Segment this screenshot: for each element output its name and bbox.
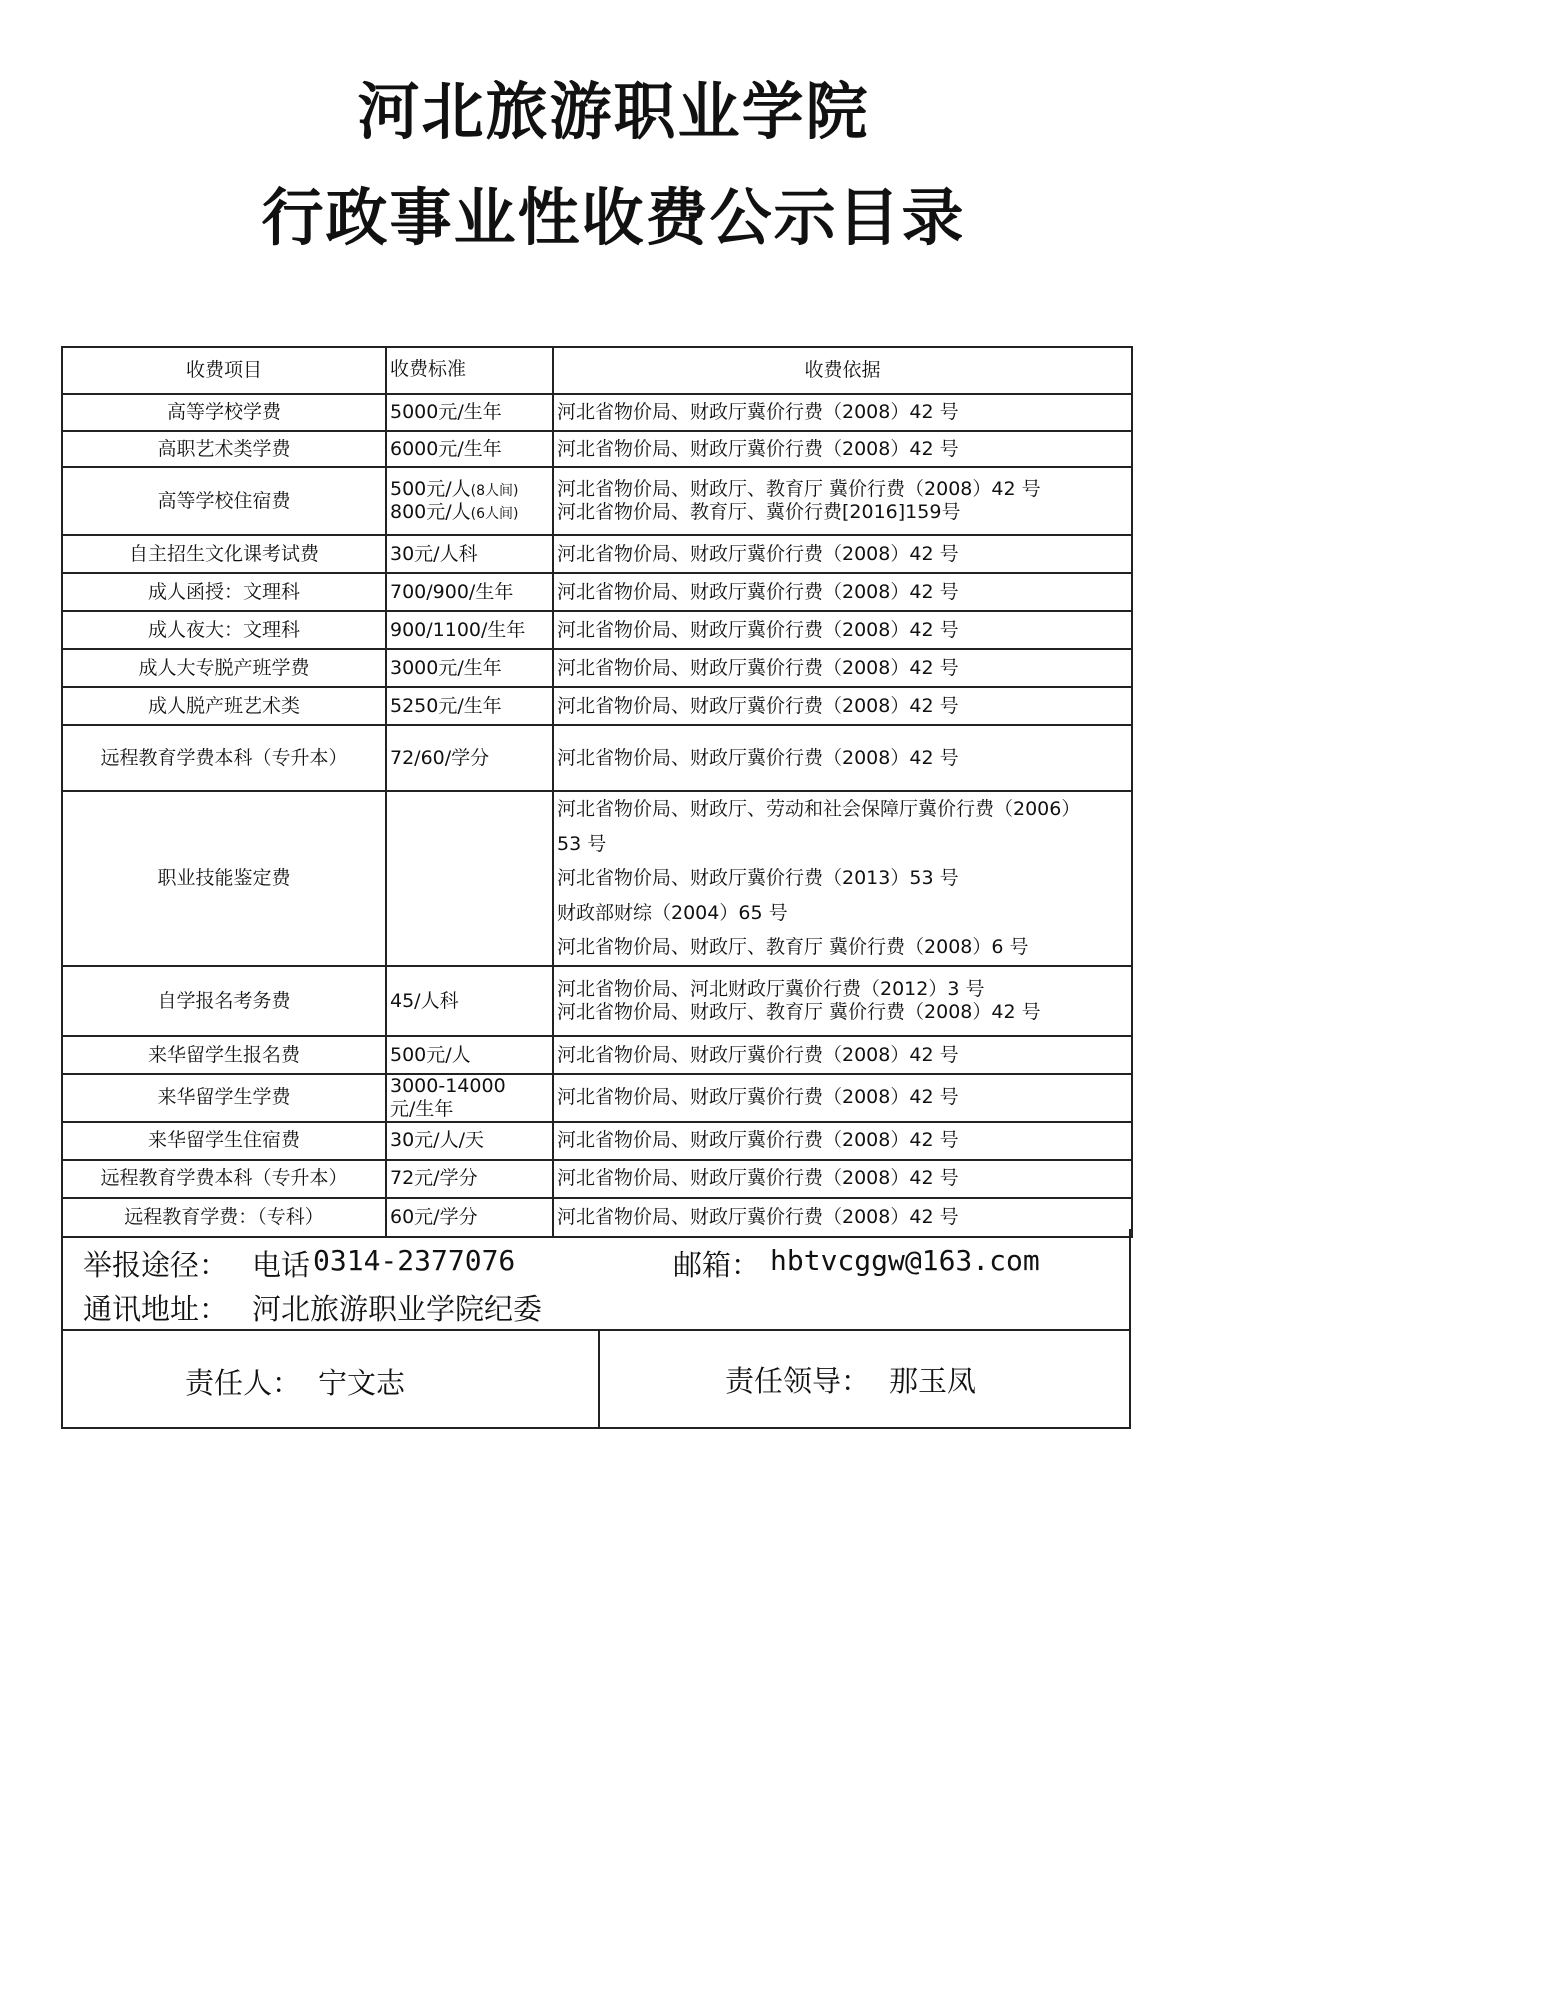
fee-basis <box>553 1122 1132 1160</box>
fee-row <box>62 1160 1132 1198</box>
phone-number: 0314-2377076 <box>313 1244 516 1277</box>
header-standard: 收费标准 <box>386 347 553 394</box>
fee-item: 来华留学生学费 <box>62 1074 386 1122</box>
fee-basis-line: 河北省物价局、财政厅冀价行费（2008）42 号 <box>557 542 959 565</box>
fee-basis <box>553 1160 1132 1198</box>
fee-standard-value: 30元/人/天 <box>390 1129 484 1152</box>
fee-standard-line <box>390 1044 549 1067</box>
fee-standard <box>386 649 553 687</box>
fee-basis-line: 河北省物价局、财政厅冀价行费（2008）42 号 <box>557 618 959 641</box>
fee-item: 远程教育学费本科（专升本） <box>62 725 386 791</box>
fee-standard <box>386 431 553 467</box>
fee-table-body <box>62 394 1132 1237</box>
fee-basis <box>553 431 1132 467</box>
fee-standard-line <box>390 619 549 642</box>
fee-standard <box>386 467 553 535</box>
fee-row <box>62 431 1132 467</box>
fee-row <box>62 467 1132 535</box>
fee-basis-line: 河北省物价局、财政厅冀价行费（2008）42 号 <box>557 656 959 679</box>
fee-basis <box>553 791 1132 966</box>
fee-basis-line: 河北省物价局、财政厅冀价行费（2008）42 号 <box>557 580 959 603</box>
fee-standard-value: 3000元/生年 <box>390 656 502 679</box>
fee-standard-value: 900/1100/生年 <box>390 618 526 641</box>
fee-row <box>62 573 1132 611</box>
fee-row <box>62 966 1132 1036</box>
fee-basis <box>553 1036 1132 1074</box>
fee-row <box>62 687 1132 725</box>
fee-item: 成人夜大：文理科 <box>62 611 386 649</box>
header-item: 收费项目 <box>62 347 386 394</box>
fee-standard <box>386 1074 553 1122</box>
fee-standard <box>386 1036 553 1074</box>
fee-basis-line: 河北省物价局、教育厅、冀价行费[2016]159号 <box>557 501 961 523</box>
fee-basis-line: 河北省物价局、财政厅、教育厅 冀价行费（2008）6 号 <box>557 936 1029 959</box>
fee-basis-line: 河北省物价局、财政厅冀价行费（2013）53 号 <box>557 867 959 890</box>
contact-row <box>63 1229 1129 1331</box>
fee-standard-value: 元/生年 <box>390 1097 454 1120</box>
fee-standard-line <box>390 478 549 501</box>
address-label: 通讯地址： <box>83 1292 229 1326</box>
fee-row <box>62 535 1132 573</box>
fee-basis-line: 河北省物价局、财政厅冀价行费（2008）42 号 <box>557 1167 959 1190</box>
fee-basis-line: 河北省物价局、财政厅冀价行费（2008）42 号 <box>557 401 959 424</box>
fee-item: 远程教育学费：（专科） <box>62 1198 386 1237</box>
fee-standard-value: 800元/人 <box>390 501 471 523</box>
fee-basis-line: 河北省物价局、财政厅冀价行费（2008）42 号 <box>557 1205 959 1228</box>
fee-basis-line: 河北省物价局、财政厅、教育厅 冀价行费（2008）42 号 <box>557 478 1041 501</box>
fee-standard-line <box>390 1129 549 1152</box>
fee-standard <box>386 394 553 431</box>
fee-row <box>62 791 1132 966</box>
fee-standard <box>386 687 553 725</box>
fee-standard-value: 72元/学分 <box>390 1167 478 1190</box>
fee-basis <box>553 1074 1132 1122</box>
fee-item: 成人脱产班艺术类 <box>62 687 386 725</box>
fee-item: 来华留学生报名费 <box>62 1036 386 1074</box>
fee-row <box>62 649 1132 687</box>
fee-standard <box>386 573 553 611</box>
fee-standard <box>386 1160 553 1198</box>
fee-item: 高职艺术类学费 <box>62 431 386 467</box>
fee-standard-value: 30元/人科 <box>390 542 478 565</box>
fee-basis <box>553 966 1132 1036</box>
fee-standard <box>386 966 553 1036</box>
fee-standard <box>386 535 553 573</box>
fee-item: 来华留学生住宿费 <box>62 1122 386 1160</box>
fee-standard-line <box>390 695 549 718</box>
fee-basis-line: 河北省物价局、财政厅冀价行费（2008）42 号 <box>557 1086 959 1109</box>
fee-standard-value: 45/人科 <box>390 989 459 1012</box>
footer-divider <box>598 1331 600 1429</box>
fee-basis-line: 河北省物价局、财政厅冀价行费（2008）42 号 <box>557 1043 959 1066</box>
fee-standard-note: (8人间) <box>470 483 519 500</box>
fee-item: 高等学校学费 <box>62 394 386 431</box>
fee-basis <box>553 573 1132 611</box>
fee-basis <box>553 611 1132 649</box>
fee-row <box>62 1036 1132 1074</box>
leader-label: 责任领导： <box>725 1364 871 1398</box>
fee-basis-line: 河北省物价局、财政厅冀价行费（2008）42 号 <box>557 694 959 717</box>
fee-basis <box>553 535 1132 573</box>
fee-standard-value: 5000元/生年 <box>390 401 502 424</box>
fee-basis <box>553 394 1132 431</box>
fee-row <box>62 611 1132 649</box>
fee-basis-line: 河北省物价局、财政厅冀价行费（2008）42 号 <box>557 1129 959 1152</box>
fee-standard-line <box>390 657 549 680</box>
document-title-line1: 河北旅游职业学院 <box>357 75 870 148</box>
responsible-label: 责任人： <box>185 1366 302 1400</box>
fee-item: 职业技能鉴定费 <box>62 791 386 966</box>
fee-table <box>61 346 1133 1238</box>
fee-standard <box>386 611 553 649</box>
phone-label: 电话 <box>252 1248 311 1282</box>
fee-standard-line <box>390 990 549 1013</box>
fee-row <box>62 1074 1132 1122</box>
fee-standard-value: 500元/人 <box>390 478 471 501</box>
fee-basis-line: 河北省物价局、财政厅、教育厅 冀价行费（2008）42 号 <box>557 1000 1041 1023</box>
fee-basis-line: 河北省物价局、河北财政厅冀价行费（2012）3 号 <box>557 978 985 1001</box>
table-header-row <box>62 347 1132 394</box>
fee-basis <box>553 649 1132 687</box>
fee-standard-line <box>390 1206 549 1229</box>
fee-standard <box>386 1122 553 1160</box>
email-address: hbtvcggw@163.com <box>770 1244 1040 1277</box>
fee-basis-line: 河北省物价局、财政厅冀价行费（2008）42 号 <box>557 437 959 460</box>
fee-standard-line <box>390 1075 549 1098</box>
fee-standard-line <box>390 581 549 604</box>
fee-item: 高等学校住宿费 <box>62 467 386 535</box>
report-label: 举报途径： <box>83 1248 229 1282</box>
fee-standard-value: 3000-14000 <box>390 1074 506 1097</box>
fee-standard-line <box>390 1167 549 1190</box>
fee-standard-value: 6000元/生年 <box>390 437 502 460</box>
fee-row <box>62 1122 1132 1160</box>
fee-standard-value: 5250元/生年 <box>390 694 502 717</box>
fee-item: 成人大专脱产班学费 <box>62 649 386 687</box>
fee-standard-line <box>390 1098 549 1121</box>
fee-standard-line <box>390 543 549 566</box>
fee-standard-line <box>390 501 549 524</box>
fee-basis-line: 财政部财综（2004）65 号 <box>557 901 788 924</box>
fee-basis-line: 河北省物价局、财政厅冀价行费（2008）42 号 <box>557 746 959 769</box>
leader-name: 那玉凤 <box>889 1364 977 1398</box>
document-title-line2: 行政事业性收费公示目录 <box>261 181 966 254</box>
fee-standard <box>386 725 553 791</box>
fee-standard-note: (6人间) <box>470 506 519 522</box>
fee-item: 成人函授：文理科 <box>62 573 386 611</box>
email-label: 邮箱： <box>673 1248 761 1282</box>
fee-basis-line: 河北省物价局、财政厅、劳动和社会保障厅冀价行费（2006） <box>557 798 1081 820</box>
fee-basis <box>553 467 1132 535</box>
fee-item: 自学报名考务费 <box>62 966 386 1036</box>
fee-standard-value: 72/60/学分 <box>390 746 490 769</box>
fee-basis <box>553 725 1132 791</box>
responsible-name: 宁文志 <box>318 1366 406 1400</box>
fee-row <box>62 394 1132 431</box>
fee-standard <box>386 791 553 966</box>
fee-standard-value: 500元/人 <box>390 1043 471 1066</box>
fee-standard-line <box>390 401 549 424</box>
fee-basis-line: 53 号 <box>557 832 607 855</box>
fee-row <box>62 725 1132 791</box>
fee-standard-value: 60元/学分 <box>390 1205 478 1228</box>
fee-standard-line <box>390 747 549 770</box>
header-basis: 收费依据 <box>553 347 1132 394</box>
fee-basis <box>553 687 1132 725</box>
fee-item: 远程教育学费本科（专升本） <box>62 1160 386 1198</box>
fee-standard-line <box>390 438 549 461</box>
footer-box <box>61 1229 1131 1429</box>
fee-standard-value: 700/900/生年 <box>390 580 514 603</box>
fee-item: 自主招生文化课考试费 <box>62 535 386 573</box>
address-value: 河北旅游职业学院纪委 <box>252 1292 543 1326</box>
